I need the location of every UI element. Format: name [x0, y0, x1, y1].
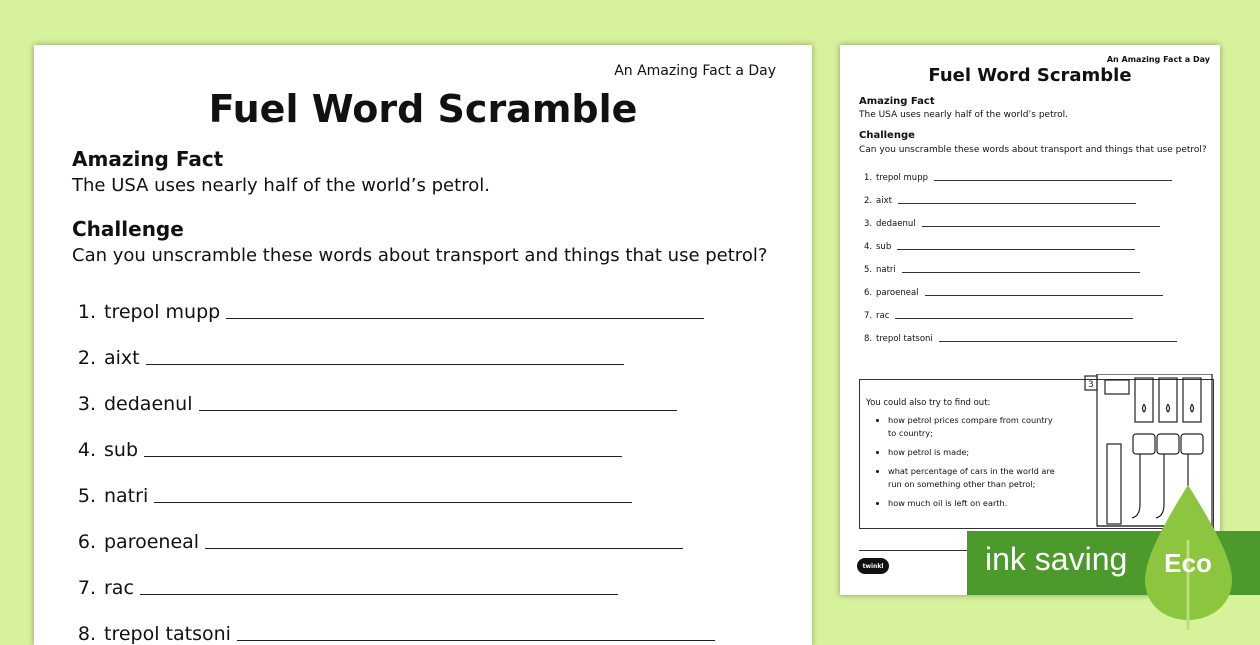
- item-number: 5.: [864, 265, 873, 275]
- answer-line[interactable]: [934, 180, 1172, 181]
- answer-line[interactable]: [199, 410, 677, 411]
- answer-line[interactable]: [939, 341, 1177, 342]
- find-out-list: [874, 414, 1058, 516]
- scrambled-word: rac: [876, 311, 890, 321]
- list-item: [76, 623, 715, 645]
- scrambled-word: trepol mupp: [104, 301, 221, 323]
- answer-line[interactable]: [226, 318, 704, 319]
- scrambled-word: trepol tatsoni: [876, 334, 933, 344]
- item-number: 4.: [864, 242, 873, 252]
- answer-line[interactable]: [925, 295, 1163, 296]
- item-number: 8.: [77, 623, 96, 645]
- fact-text: The USA uses nearly half of the world’s petrol.: [859, 110, 1068, 120]
- scrambled-word: trepol mupp: [876, 173, 928, 183]
- scrambled-word: sub: [104, 439, 139, 461]
- list-item: [864, 242, 1135, 252]
- answer-line[interactable]: [237, 640, 715, 641]
- scrambled-word: aixt: [104, 347, 140, 369]
- list-item: [864, 311, 1133, 321]
- challenge-text: Can you unscramble these words about transport and things that use petrol?: [72, 245, 768, 266]
- answer-line[interactable]: [146, 364, 624, 365]
- list-item: [76, 393, 677, 415]
- answer-line[interactable]: [895, 318, 1133, 319]
- twinkl-logo: twinkl: [857, 558, 889, 574]
- item-number: 7.: [864, 311, 873, 321]
- answer-line[interactable]: [154, 502, 632, 503]
- scrambled-word: natri: [104, 485, 149, 507]
- list-item: • how much oil is left on earth.: [888, 497, 1058, 510]
- item-number: 3.: [864, 219, 873, 229]
- ink-saving-label: ink saving: [985, 541, 1128, 577]
- scrambled-word: trepol tatsoni: [104, 623, 231, 645]
- worksheet-title: Fuel Word Scramble: [928, 65, 1132, 86]
- challenge-text: Can you unscramble these words about transport and things that use petrol?: [859, 145, 1207, 155]
- challenge-heading: Challenge: [859, 130, 915, 141]
- item-number: 8.: [864, 334, 873, 344]
- item-number: 4.: [77, 439, 96, 461]
- scrambled-word: aixt: [876, 196, 892, 206]
- fact-heading: Amazing Fact: [72, 147, 224, 171]
- pump-number: 3: [1088, 380, 1094, 390]
- item-number: 3.: [77, 393, 96, 415]
- list-item: [864, 265, 1140, 275]
- scrambled-word: natri: [876, 265, 896, 275]
- list-item: [76, 531, 683, 553]
- item-number: 2.: [77, 347, 96, 369]
- item-number: 5.: [77, 485, 96, 507]
- find-out-intro: You could also try to find out:: [866, 398, 991, 408]
- list-item: [864, 196, 1136, 206]
- eco-label: Eco: [1164, 548, 1212, 578]
- list-item: [864, 334, 1177, 344]
- tagline: An Amazing Fact a Day: [1106, 55, 1210, 64]
- answer-line[interactable]: [897, 249, 1135, 250]
- list-item: • how petrol prices compare from country to country;: [888, 414, 1058, 440]
- scrambled-word: paroeneal: [104, 531, 200, 553]
- item-number: 2.: [864, 196, 873, 206]
- tagline: An Amazing Fact a Day: [614, 63, 776, 79]
- list-item: [76, 577, 618, 599]
- list-item: [76, 485, 632, 507]
- answer-line[interactable]: [922, 226, 1160, 227]
- list-item: [76, 347, 624, 369]
- list-item: [864, 173, 1172, 183]
- list-item: • what percentage of cars in the world are run on something other than petrol;: [888, 465, 1058, 491]
- answer-line[interactable]: [140, 594, 618, 595]
- scrambled-word: sub: [876, 242, 892, 252]
- list-item: [864, 219, 1160, 229]
- item-number: 1.: [864, 173, 873, 183]
- scrambled-word: dedaenul: [876, 219, 916, 229]
- worksheet-preview-large: [34, 45, 812, 645]
- eco-leaf-icon: [1140, 480, 1240, 630]
- answer-line[interactable]: [205, 548, 683, 549]
- scrambled-word: paroeneal: [876, 288, 919, 298]
- answer-line[interactable]: [898, 203, 1136, 204]
- item-number: 7.: [77, 577, 96, 599]
- challenge-heading: Challenge: [72, 217, 184, 241]
- item-number: 6.: [77, 531, 96, 553]
- worksheet-title: Fuel Word Scramble: [208, 87, 638, 131]
- fact-text: The USA uses nearly half of the world’s petrol.: [72, 175, 490, 196]
- scrambled-word: dedaenul: [104, 393, 193, 415]
- fact-heading: Amazing Fact: [859, 96, 935, 107]
- answer-line[interactable]: [902, 272, 1140, 273]
- list-item: [76, 439, 622, 461]
- list-item: • how petrol is made;: [888, 446, 1058, 459]
- answer-line[interactable]: [144, 456, 622, 457]
- list-item: [864, 288, 1163, 298]
- item-number: 6.: [864, 288, 873, 298]
- item-number: 1.: [77, 301, 96, 323]
- scrambled-word: rac: [104, 577, 134, 599]
- list-item: [76, 301, 704, 323]
